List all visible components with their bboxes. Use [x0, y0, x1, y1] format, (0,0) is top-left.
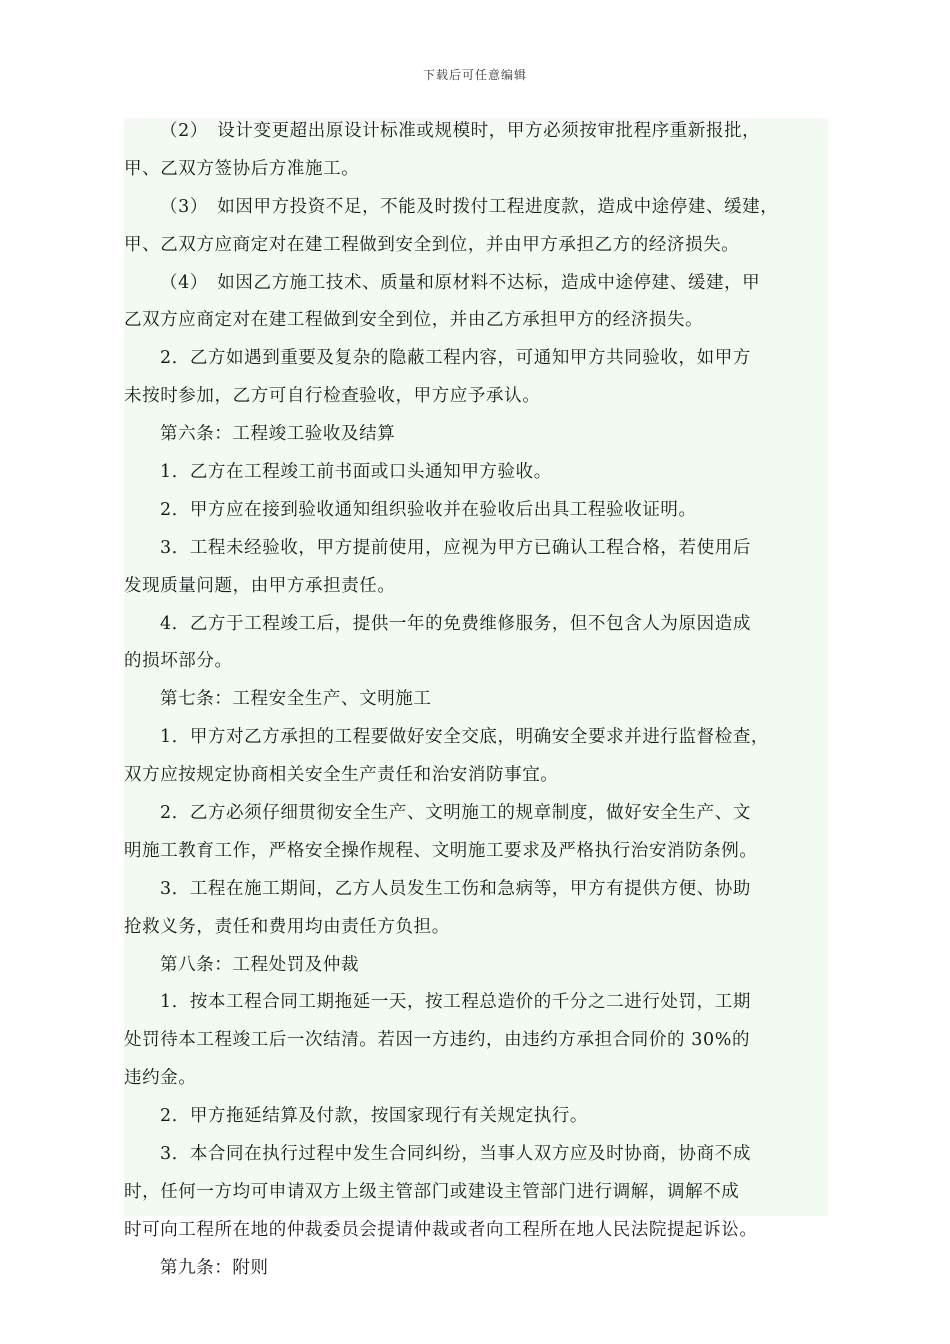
- text-line: 1．按本工程合同工期拖延一天，按工程总造价的千分之二进行处罚，工期: [160, 992, 751, 1013]
- page-header: 下载后可任意编辑: [422, 68, 527, 82]
- text-line: 4．乙方于工程竣工后，提供一年的免费维修服务，但不包含人为原因造成: [160, 613, 751, 634]
- text-line: 2．甲方拖延结算及付款，按国家现行有关规定执行。: [160, 1106, 589, 1127]
- text-line: 1．甲方对乙方承担的工程要做好安全交底，明确安全要求并进行监督检查，: [160, 727, 770, 748]
- text-line: （2） 设计变更超出原设计标准或规模时，甲方必须按审批程序重新报批，: [160, 121, 761, 141]
- text-line: 乙双方应商定对在建工程做到安全到位，并由乙方承担甲方的经济损失。: [124, 310, 704, 331]
- text-line: 第六条：工程竣工验收及结算: [160, 424, 396, 445]
- text-line: 2．甲方应在接到验收通知组织验收并在验收后出具工程验收证明。: [160, 499, 697, 520]
- text-line: 第八条：工程处罚及仲裁: [160, 954, 360, 975]
- text-line: 甲、乙双方签协后方准施工。: [124, 158, 360, 179]
- text-line: 第九条：附则: [160, 1257, 269, 1278]
- text-line: 发现质量问题，由甲方承担责任。: [124, 575, 396, 596]
- text-line: 2．乙方必须仔细贯彻安全生产、文明施工的规章制度，做好安全生产、文: [160, 803, 751, 824]
- text-line: （3） 如因甲方投资不足，不能及时拨付工程进度款，造成中途停建、缓建，: [160, 196, 779, 217]
- text-line: 双方应按规定协商相关安全生产责任和治安消防事宜。: [124, 765, 559, 786]
- text-line: 抢救义务，责任和费用均由责任方负担。: [124, 916, 450, 937]
- text-line: 甲、乙双方应商定对在建工程做到安全到位，并由甲方承担乙方的经济损失。: [124, 234, 740, 255]
- text-line: 处罚待本工程竣工后一次结清。若因一方违约，由违约方承担合同价的 30%的: [124, 1030, 751, 1051]
- text-line: 3．工程在施工期间，乙方人员发生工伤和急病等，甲方有提供方便、协助: [160, 878, 751, 899]
- text-line: 3．工程未经验收，甲方提前使用，应视为甲方已确认工程合格，若使用后: [160, 537, 751, 558]
- text-line: 未按时参加，乙方可自行检查验收，甲方应予承认。: [124, 386, 541, 407]
- text-line: 时可向工程所在地的仲裁委员会提请仲裁或者向工程所在地人民法院提起诉讼。: [124, 1219, 758, 1240]
- document-body: [124, 118, 840, 1293]
- text-line: 1．乙方在工程竣工前书面或口头通知甲方验收。: [160, 462, 552, 483]
- text-line: （4） 如因乙方施工技术、质量和原材料不达标，造成中途停建、缓建，甲: [160, 272, 761, 293]
- text-line: 2．乙方如遇到重要及复杂的隐蔽工程内容，可通知甲方共同验收，如甲方: [160, 348, 751, 369]
- text-line: 第七条：工程安全生产、文明施工: [160, 689, 432, 710]
- text-line: 的损坏部分。: [124, 651, 233, 672]
- text-line: 违约金。: [124, 1068, 197, 1089]
- text-line: 3．本合同在执行过程中发生合同纠纷，当事人双方应及时协商，协商不成: [160, 1144, 751, 1165]
- text-line: 明施工教育工作，严格安全操作规程、文明施工要求及严格执行治安消防条例。: [124, 840, 758, 861]
- text-line: 时，任何一方均可申请双方上级主管部门或建设主管部门进行调解，调解不成: [124, 1181, 740, 1202]
